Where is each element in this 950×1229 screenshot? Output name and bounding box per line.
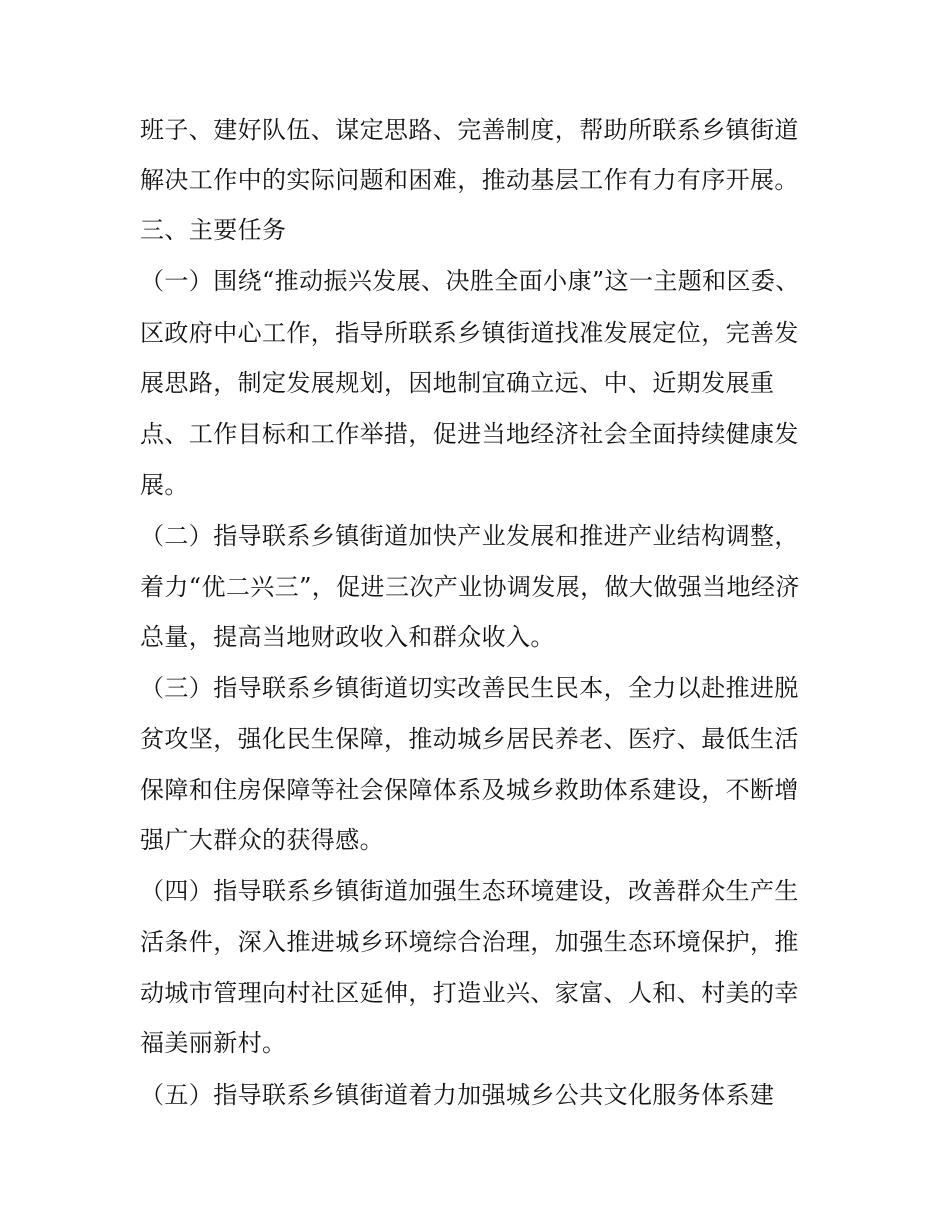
text-line: 班子、建好队伍、谋定思路、完善制度，帮助所联系乡镇街道 <box>140 116 799 144</box>
text-line: 展。 <box>140 471 189 499</box>
text-line: （四）指导联系乡镇街道加强生态环境建设，改善群众生产生 <box>140 877 799 905</box>
text-line: 强广大群众的获得感。 <box>140 826 384 854</box>
text-line: （三）指导联系乡镇街道切实改善民生民本，全力以赴推进脱 <box>140 674 799 702</box>
text-line: 点、工作目标和工作举措，促进当地经济社会全面持续健康发 <box>140 420 799 448</box>
text-line: （一）围绕“推动振兴发展、决胜全面小康”这一主题和区委、 <box>140 267 800 295</box>
text-line: 保障和住房保障等社会保障体系及城乡救助体系建设，不断增 <box>140 776 799 804</box>
text-line: （二）指导联系乡镇街道加快产业发展和推进产业结构调整， <box>140 522 799 550</box>
text-line: 福美丽新村。 <box>140 1029 287 1057</box>
text-line: 总量，提高当地财政收入和群众收入。 <box>140 623 555 651</box>
text-line: 着力“优二兴三”，促进三次产业协调发展，做大做强当地经济 <box>140 573 800 601</box>
text-line: 活条件，深入推进城乡环境综合治理，加强生态环境保护，推 <box>140 928 799 956</box>
text-line: 解决工作中的实际问题和困难，推动基层工作有力有序开展。 <box>140 166 799 194</box>
text-line: 展思路，制定发展规划，因地制宜确立远、中、近期发展重 <box>140 369 775 397</box>
text-line: 区政府中心工作，指导所联系乡镇街道找准发展定位，完善发 <box>140 319 799 347</box>
text-line: （五）指导联系乡镇街道着力加强城乡公共文化服务体系建 <box>140 1081 775 1109</box>
text-line: 贫攻坚，强化民生保障，推动城乡居民养老、医疗、最低生活 <box>140 725 799 753</box>
text-line: 动城市管理向村社区延伸，打造业兴、家富、人和、村美的幸 <box>140 979 799 1007</box>
section-heading: 三、主要任务 <box>140 216 287 244</box>
